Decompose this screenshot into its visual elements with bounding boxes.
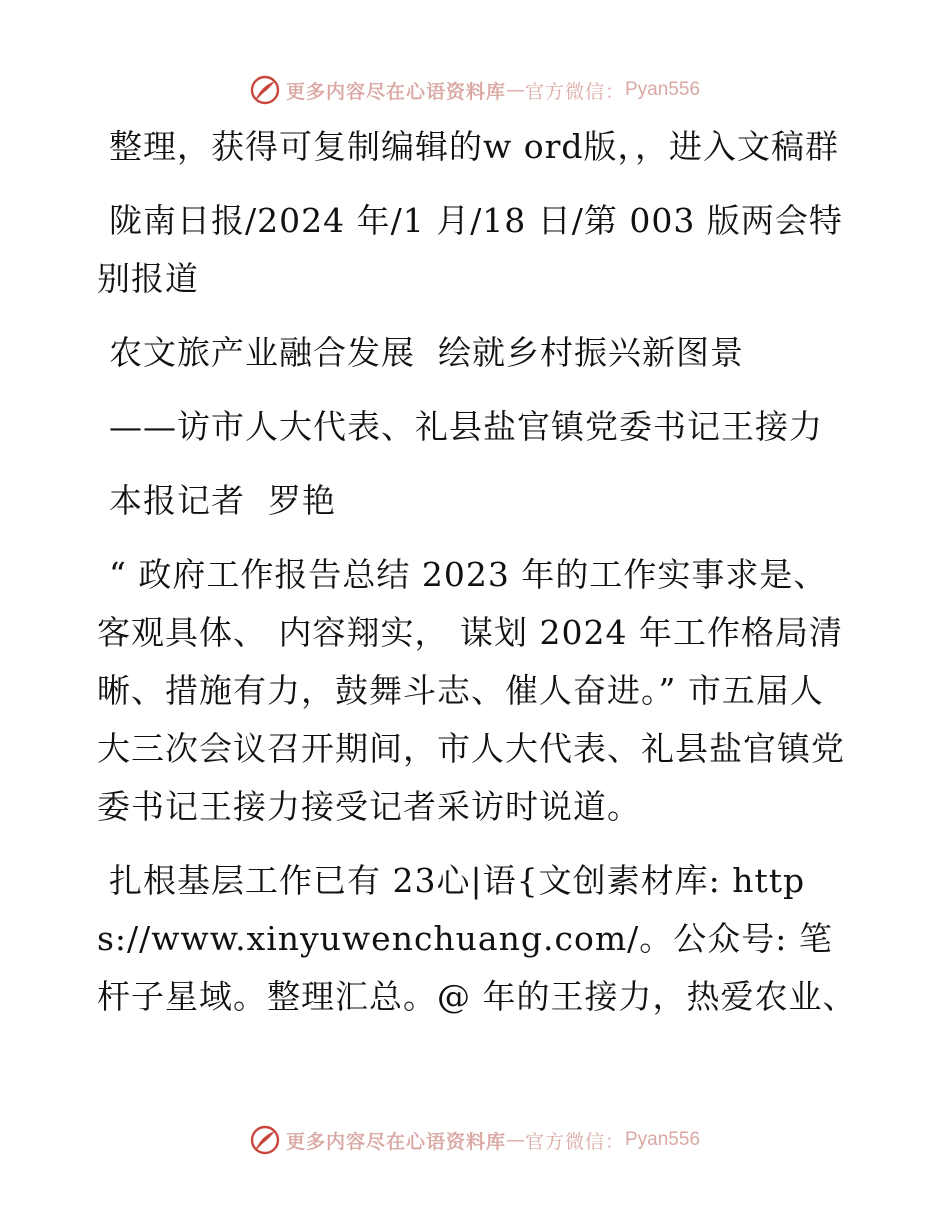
article-byline: 本报记者 罗艳	[109, 481, 336, 520]
banner-separator: —	[505, 1129, 525, 1151]
feather-quill-logo-icon	[250, 1125, 280, 1155]
paragraph-source: 陇南日报/2024 年/1 月/18 日/第 003 版两会特别报道	[97, 201, 843, 298]
article-title: 农文旅产业融合发展 绘就乡村振兴新图景	[109, 333, 744, 372]
header-banner	[0, 70, 950, 110]
banner-official-label: 官方微信：	[524, 80, 625, 103]
feather-quill-logo-icon	[250, 75, 280, 105]
banner-brand-text: 更多内容尽在心语资料库	[285, 1130, 506, 1153]
banner-official-label: 官方微信：	[524, 1130, 625, 1153]
paragraph-intro: 整理，获得可复制编辑的w ord版，，进入文稿群	[109, 127, 840, 166]
document-body	[97, 118, 857, 1042]
paragraph-quote: “ 政府工作报告总结 2023 年的工作实事求是、客观具体、 内容翔实， 谋划 2024 年工作格局清晰、措施有力，鼓舞斗志、催人奋进。” 市五届人大三次会议召开期间，市人大代表、礼县盐官镇党委书记王接力接受记者采访时说道。	[97, 555, 845, 826]
footer-banner	[0, 1120, 950, 1160]
article-subtitle: ——访市人大代表、礼县盐官镇党委书记王接力	[109, 407, 823, 446]
banner-wechat-id: Pyan556	[625, 79, 701, 100]
banner-brand-text: 更多内容尽在心语资料库	[285, 80, 506, 103]
banner-wechat-id: Pyan556	[625, 1129, 701, 1150]
banner-separator: —	[505, 79, 525, 101]
paragraph-body: 扎根基层工作已有 23心|语{文创素材库: https://www.xinyuwenchuang.com/。公众号: 笔杆子星域。整理汇总。@ 年的王接力，热爱农业、	[97, 861, 857, 1016]
